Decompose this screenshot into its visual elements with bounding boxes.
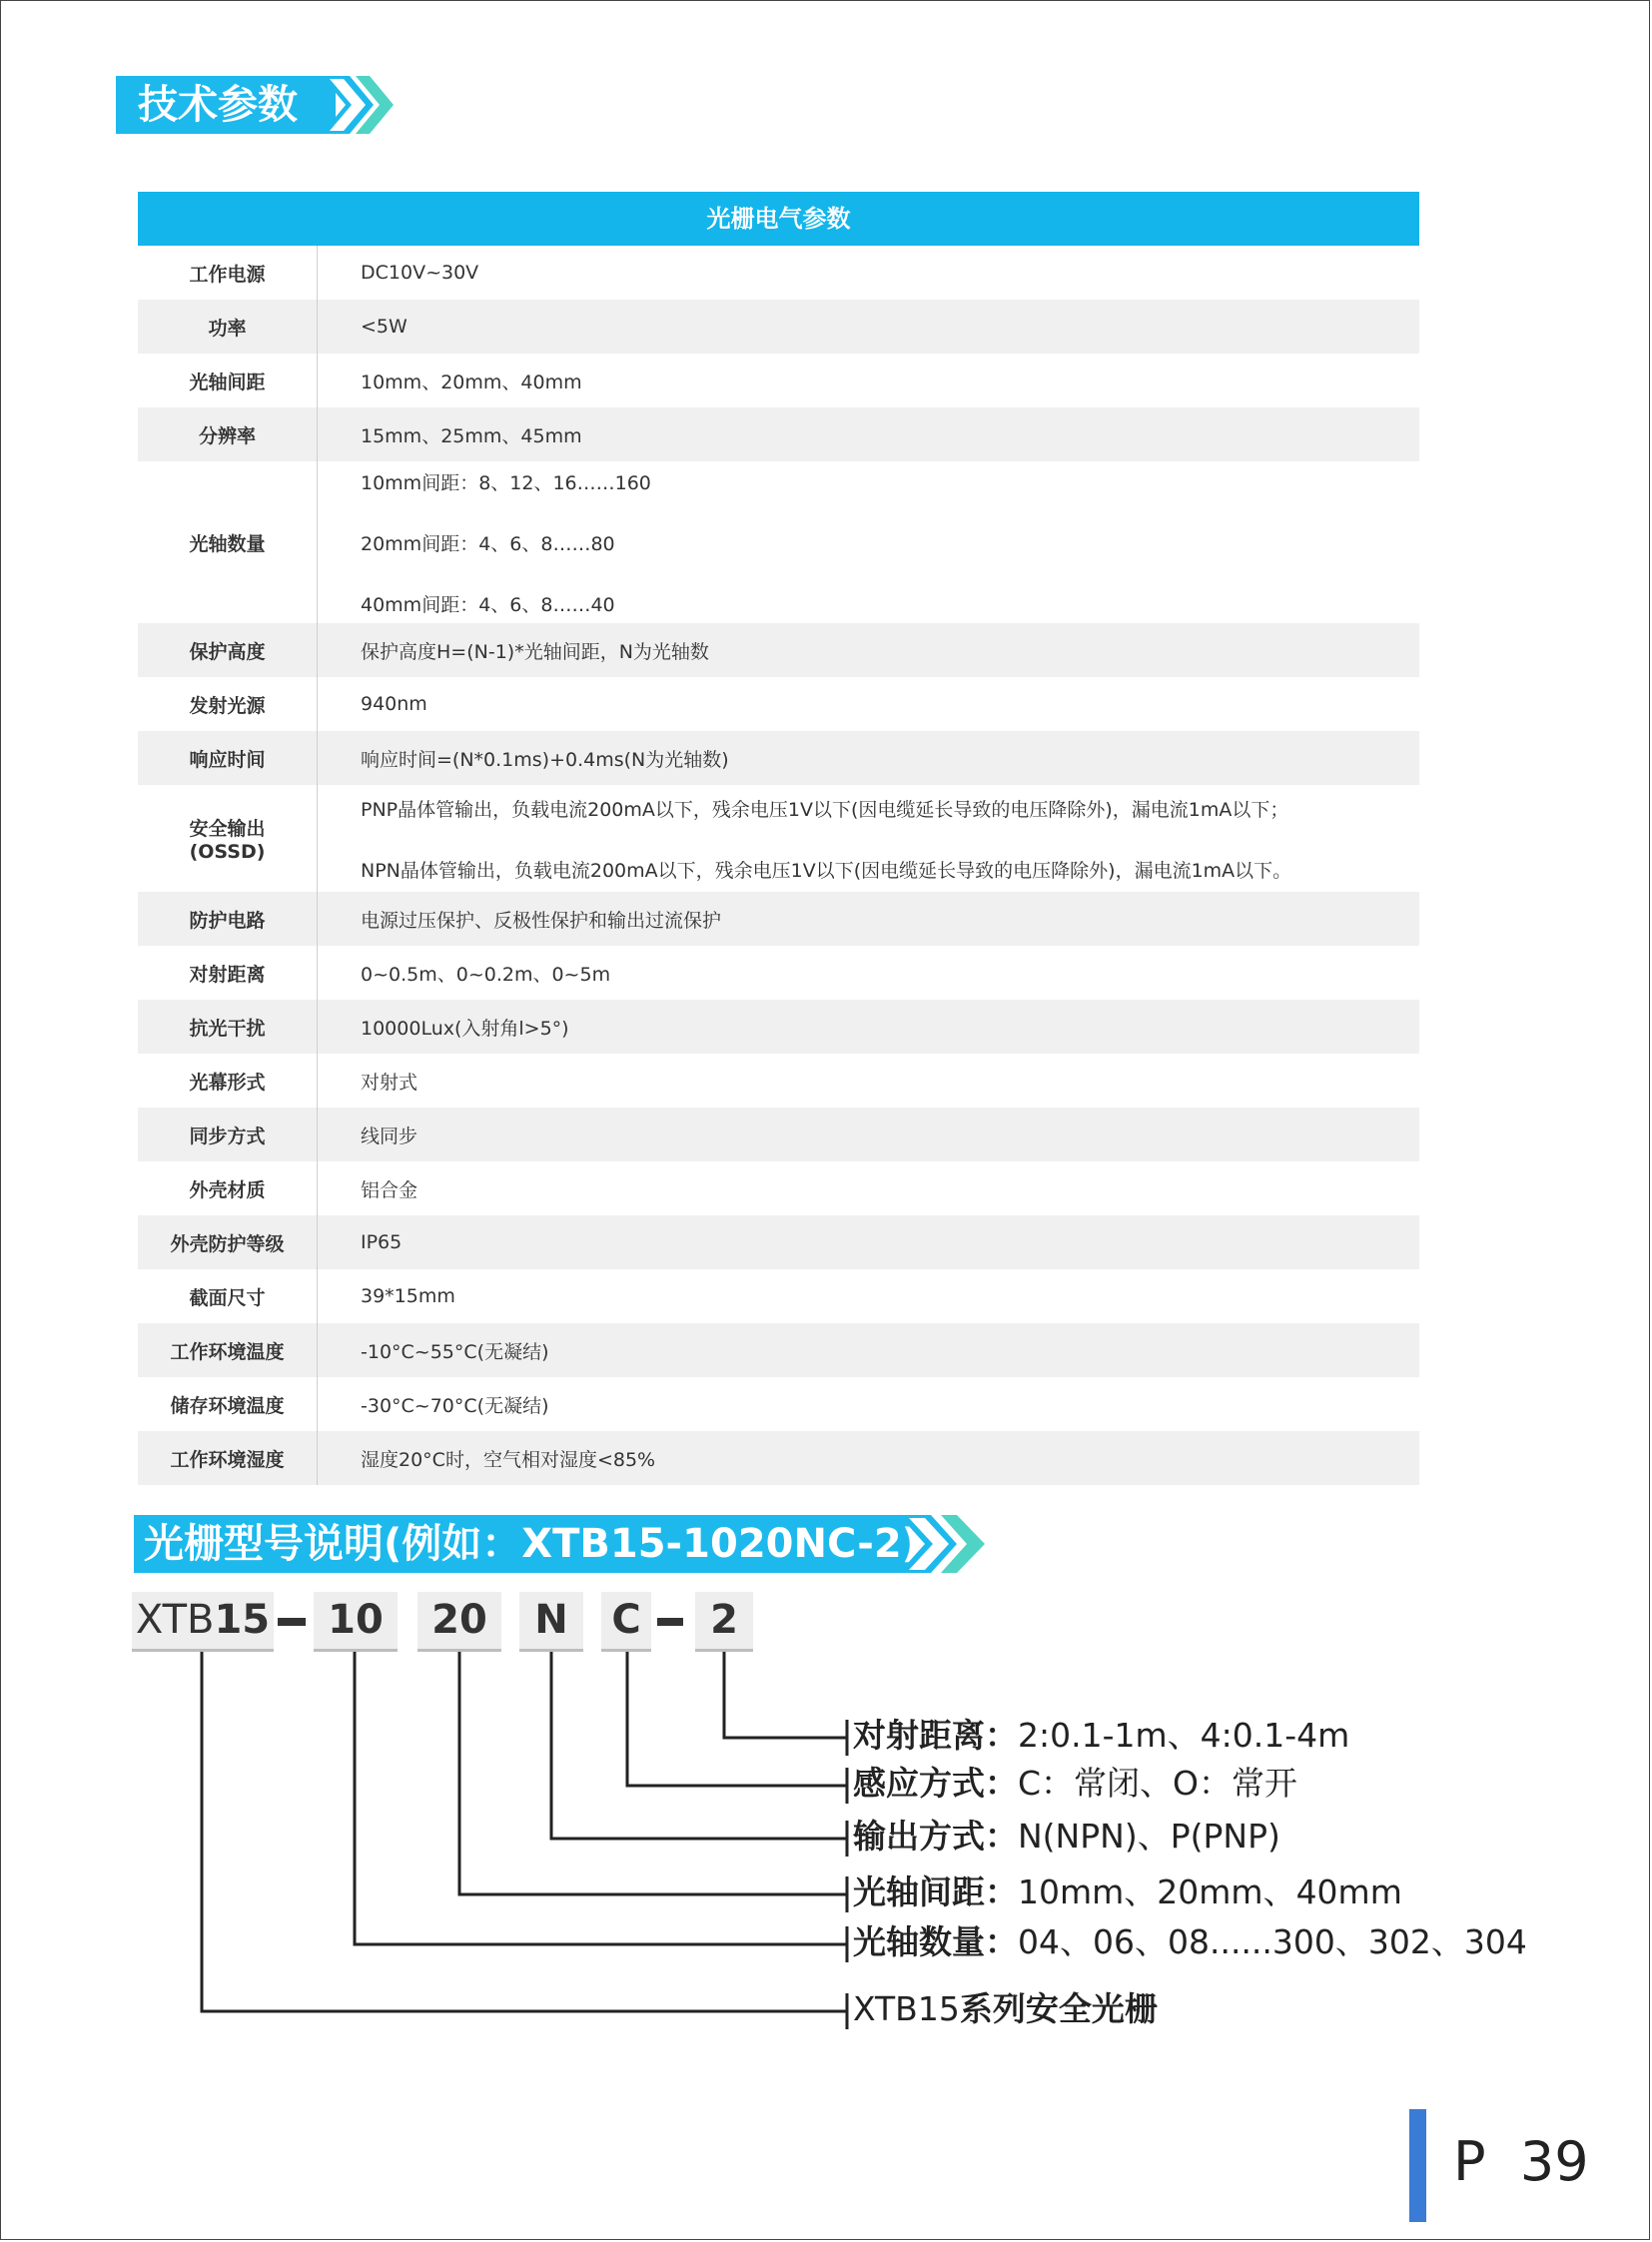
section-title-model-explanation: 光栅型号说明(例如：XTB15-1020NC-2) xyxy=(134,1515,913,1573)
param-label-line: 对射距离 xyxy=(189,963,266,986)
param-label-line: 外壳防护等级 xyxy=(170,1232,285,1255)
param-value-line: 20mm间距：4、6、8……80 xyxy=(361,532,615,555)
param-label-line: (OSSD) xyxy=(189,841,266,863)
model-code-sense-mode: C xyxy=(601,1592,651,1652)
param-value-line: 40mm间距：4、6、8……40 xyxy=(361,593,615,616)
section-title-tech-params: 技术参数 xyxy=(116,76,336,134)
param-label-line: 工作环境温度 xyxy=(170,1340,285,1363)
param-label-line: 防护电路 xyxy=(189,909,266,932)
param-value-line: 10000Lux(入射角l>5°) xyxy=(361,1017,569,1040)
param-label-line: 截面尺寸 xyxy=(189,1286,266,1309)
param-value-line: 15mm、25mm、45mm xyxy=(361,424,582,447)
param-label-line: 光轴间距 xyxy=(189,371,266,393)
param-value-line: 0~0.5m、0~0.2m、0~5m xyxy=(361,963,611,986)
legend-distance: 对射距离：2:0.1-1m、4:0.1-4m xyxy=(853,1716,1350,1755)
param-value-line: <5W xyxy=(361,316,408,338)
table-header: 光栅电气参数 xyxy=(138,192,1419,246)
param-label-line: 安全输出 xyxy=(189,818,266,840)
legend-axis-spacing: 光轴间距：10mm、20mm、40mm xyxy=(853,1872,1402,1911)
page-number-bar xyxy=(1409,2109,1426,2222)
model-prefix-bold: 15 xyxy=(214,1597,271,1643)
param-value-line: 940nm xyxy=(361,693,427,715)
param-label-line: 光轴数量 xyxy=(189,532,266,555)
param-label-line: 工作环境湿度 xyxy=(170,1448,285,1471)
param-value-line: 39*15mm xyxy=(361,1285,455,1307)
param-value-line: 湿度20°C时，空气相对湿度<85% xyxy=(361,1448,656,1471)
param-value-line: -10°C~55°C(无凝结) xyxy=(361,1340,549,1363)
param-label-line: 外壳材质 xyxy=(189,1178,266,1201)
page-number: P 39 xyxy=(1453,2130,1589,2193)
param-value-line: IP65 xyxy=(361,1231,403,1253)
param-value-line: 电源过压保护、反极性保护和输出过流保护 xyxy=(361,909,722,932)
param-label-line: 抗光干扰 xyxy=(189,1017,266,1040)
legend-axis-count: 光轴数量：04、06、08......300、302、304 xyxy=(853,1922,1527,1961)
param-value-line: -30°C~70°C(无凝结) xyxy=(361,1394,549,1417)
param-value-line: 响应时间=(N*0.1ms)+0.4ms(N为光轴数) xyxy=(361,748,729,771)
legend-sense-mode: 感应方式：C：常闭、O：常开 xyxy=(853,1764,1298,1803)
param-value-line: 对射式 xyxy=(361,1071,418,1094)
legend-output-type: 输出方式：N(NPN)、P(PNP) xyxy=(853,1817,1280,1856)
model-code-output-type: N xyxy=(519,1592,583,1652)
param-label-line: 储存环境温度 xyxy=(170,1394,285,1417)
param-label-line: 分辨率 xyxy=(198,424,256,447)
param-value-line: NPN晶体管输出，负载电流200mA以下，残余电压1V以下(因电缆延长导致的电压降除外)，漏电流1mA以下。 xyxy=(361,859,1292,882)
param-label-line: 同步方式 xyxy=(189,1124,266,1147)
param-value-line: 10mm、20mm、40mm xyxy=(361,371,582,393)
param-label-line: 保护高度 xyxy=(189,640,266,663)
param-label-line: 光幕形式 xyxy=(189,1071,266,1094)
param-value-line: 10mm间距：8、12、16……160 xyxy=(361,471,651,494)
param-label-line: 工作电源 xyxy=(189,263,266,286)
param-label-line: 响应时间 xyxy=(189,748,266,771)
param-value-line: 铝合金 xyxy=(361,1178,418,1201)
param-value-line: DC10V~30V xyxy=(361,262,479,284)
model-code-distance: 2 xyxy=(695,1592,753,1652)
legend-series: XTB15系列安全光栅 xyxy=(853,1989,1158,2028)
param-label-line: 功率 xyxy=(208,317,247,340)
model-code-axis-count: 10 xyxy=(314,1592,398,1652)
model-code-axis-spacing: 20 xyxy=(417,1592,501,1652)
param-label-line: 发射光源 xyxy=(189,694,266,717)
param-value-line: 保护高度H=(N-1)*光轴间距，N为光轴数 xyxy=(361,640,709,663)
model-prefix-light: XTB xyxy=(135,1597,215,1643)
param-value-line: 线同步 xyxy=(361,1124,418,1147)
param-value-line: PNP晶体管输出，负载电流200mA以下，残余电压1V以下(因电缆延长导致的电压降除外)，漏电流1mA以下； xyxy=(361,798,1289,821)
